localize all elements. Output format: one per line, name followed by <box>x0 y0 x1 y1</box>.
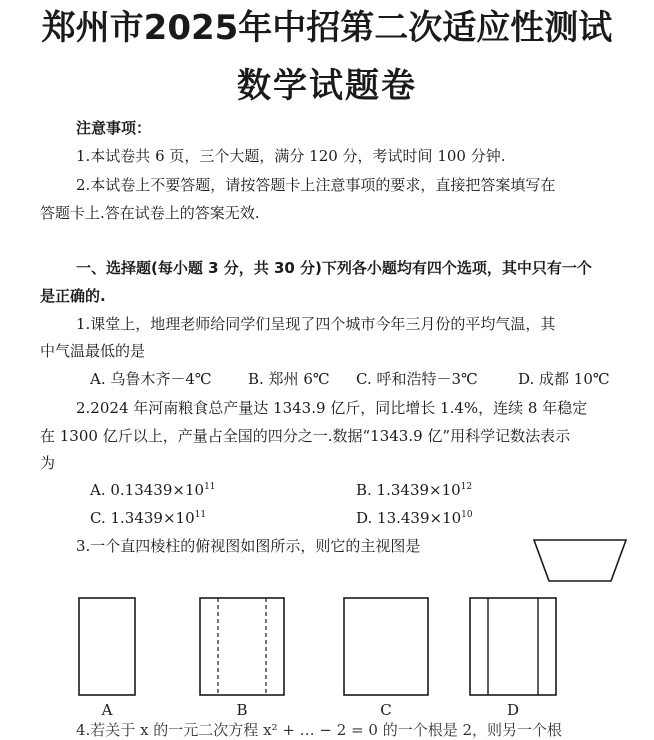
notice-item-2a: 2.本试卷上不要答题，请按答题卡上注意事项的要求，直接把答案填写在 <box>76 176 556 194</box>
q3-option-c-figure <box>344 598 428 695</box>
notice-item-2b: 答题卡上.答在试卷上的答案无效. <box>40 204 260 222</box>
q3-label-a: A <box>101 701 113 719</box>
q3-text: 3.一个直四棱柱的俯视图如图所示，则它的主视图是 <box>76 537 421 555</box>
q2-option-d-base: D. 13.439×10 <box>356 509 462 527</box>
notice-heading: 注意事项： <box>76 119 152 137</box>
q3-option-d-outline <box>470 598 556 695</box>
q1-text-b: 中气温最低的是 <box>40 342 146 360</box>
q2-option-b-base: B. 1.3439×10 <box>356 481 461 499</box>
q1-text-a: 1.课堂上，地理老师给同学们呈现了四个城市今年三月份的平均气温，其 <box>76 315 556 333</box>
q4-partial-text <box>40 721 634 739</box>
q4-partial-line: 4.若关于 x 的一元二次方程 x² + … − 2 = 0 的一个根是 2，则另一个根 <box>76 721 563 739</box>
q2-option-a-base: A. 0.13439×10 <box>90 481 205 499</box>
q1-option-c: C. 呼和浩特－3℃ <box>356 370 478 388</box>
q1-option-a: A. 乌鲁木齐－4℃ <box>90 370 212 388</box>
q3-option-d-figure <box>470 598 556 695</box>
q2-text-a: 2.2024 年河南粮食总产量达 1343.9 亿斤，同比增长 1.4%，连续 8 年稳定 <box>76 399 588 417</box>
q3-label-d: D <box>506 701 520 719</box>
q1-option-d: D. 成都 10℃ <box>518 370 610 388</box>
notice-item-1: 1.本试卷共 6 页，三个大题，满分 120 分，考试时间 100 分钟. <box>76 147 506 165</box>
section1-heading-b: 是正确的. <box>40 287 106 305</box>
section1-heading-a: 一、选择题(每小题 3 分，共 30 分)下列各小题均有四个选项，其中只有一个 <box>76 259 592 277</box>
q2-text-b: 在 1300 亿斤以上，产量占全国的四分之一.数据“1343.9 亿”用科学记数法表示 <box>40 427 571 445</box>
exam-title: 郑州市2025年中招第二次适应性测试 <box>41 8 613 48</box>
q2-text-c: 为 <box>40 454 56 472</box>
q3-label-c: C <box>380 701 392 719</box>
q2-option-c-base: C. 1.3439×10 <box>90 509 195 527</box>
exam-subtitle: 数学试题卷 <box>237 66 417 106</box>
q1-option-b: B. 郑州 6℃ <box>248 370 330 388</box>
q3-top-view-trapezoid <box>534 540 626 581</box>
q3-option-a-figure <box>79 598 135 695</box>
q2-option-d-exp: 10 <box>461 510 473 520</box>
q2-option-b-exp: 12 <box>460 482 473 492</box>
q2-option-c-exp: 11 <box>194 510 207 520</box>
q3-label-b: B <box>236 701 248 719</box>
q2-option-a-exp: 11 <box>204 482 216 492</box>
q3-option-b-outline <box>200 598 284 695</box>
q3-option-b-figure <box>200 598 284 695</box>
